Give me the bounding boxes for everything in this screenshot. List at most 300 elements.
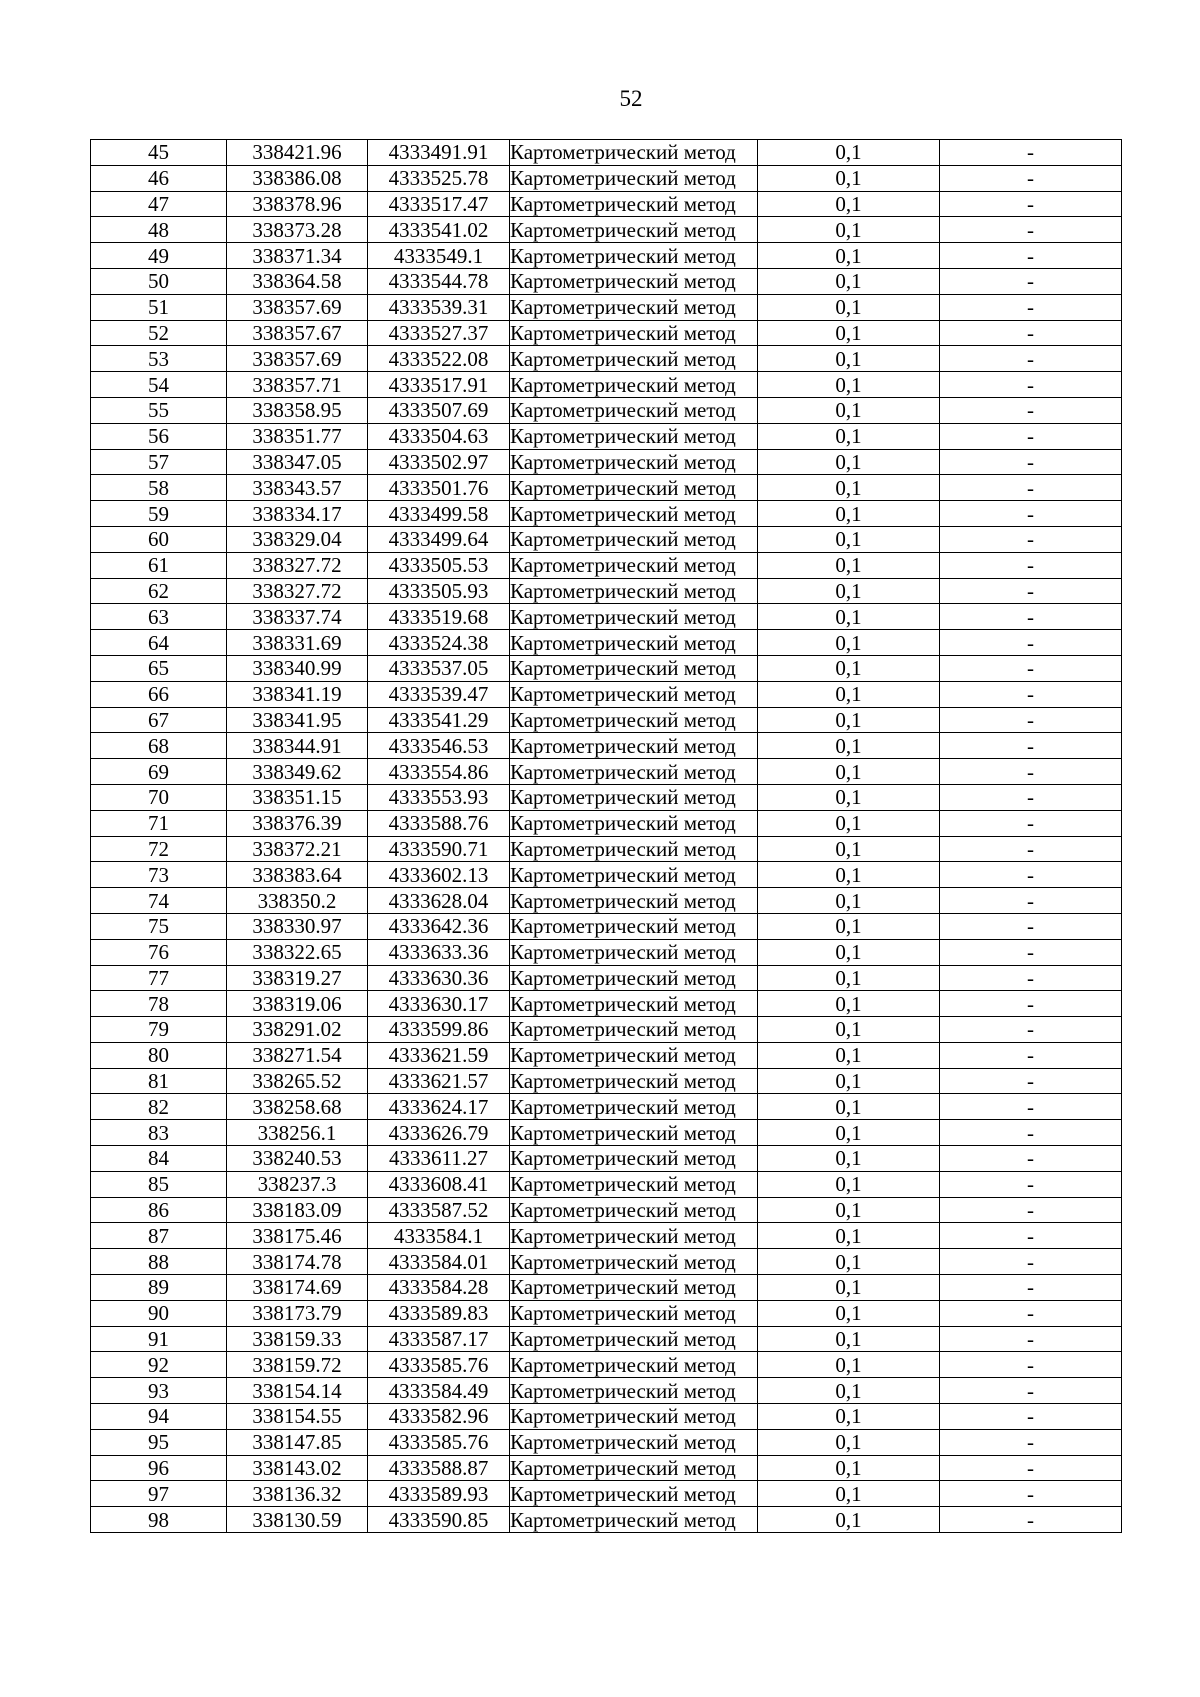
method-cell: Картометрический метод [510, 475, 758, 501]
accuracy-cell: 0,1 [758, 604, 940, 630]
table-row [91, 1352, 1122, 1378]
y-coordinate-cell: 4333584.1 [368, 1223, 510, 1249]
x-coordinate-cell: 338351.15 [227, 784, 368, 810]
x-coordinate-cell: 338376.39 [227, 810, 368, 836]
page-number: 52 [619, 86, 643, 111]
accuracy-cell: 0,1 [758, 191, 940, 217]
method-cell: Картометрический метод [510, 1042, 758, 1068]
note-cell: - [940, 939, 1122, 965]
method-cell: Картометрический метод [510, 552, 758, 578]
accuracy-cell: 0,1 [758, 1481, 940, 1507]
accuracy-cell: 0,1 [758, 1017, 940, 1043]
accuracy-cell: 0,1 [758, 1146, 940, 1172]
x-coordinate-cell: 338347.05 [227, 449, 368, 475]
method-cell: Картометрический метод [510, 140, 758, 166]
table-row [91, 475, 1122, 501]
method-cell: Картометрический метод [510, 836, 758, 862]
point-number-cell: 85 [91, 1171, 227, 1197]
table-row [91, 1120, 1122, 1146]
note-cell: - [940, 1507, 1122, 1533]
point-number-cell: 92 [91, 1352, 227, 1378]
note-cell: - [940, 1249, 1122, 1275]
point-number-cell: 89 [91, 1275, 227, 1301]
method-cell: Картометрический метод [510, 1146, 758, 1172]
x-coordinate-cell: 338343.57 [227, 475, 368, 501]
accuracy-cell: 0,1 [758, 346, 940, 372]
note-cell: - [940, 1429, 1122, 1455]
method-cell: Картометрический метод [510, 1068, 758, 1094]
x-coordinate-cell: 338350.2 [227, 888, 368, 914]
x-coordinate-cell: 338154.14 [227, 1378, 368, 1404]
note-cell: - [940, 1300, 1122, 1326]
point-number-cell: 68 [91, 733, 227, 759]
y-coordinate-cell: 4333633.36 [368, 939, 510, 965]
table-row [91, 501, 1122, 527]
note-cell: - [940, 140, 1122, 166]
method-cell: Картометрический метод [510, 1120, 758, 1146]
y-coordinate-cell: 4333505.53 [368, 552, 510, 578]
x-coordinate-cell: 338174.69 [227, 1275, 368, 1301]
accuracy-cell: 0,1 [758, 1352, 940, 1378]
y-coordinate-cell: 4333502.97 [368, 449, 510, 475]
x-coordinate-cell: 338143.02 [227, 1455, 368, 1481]
point-number-cell: 91 [91, 1326, 227, 1352]
method-cell: Картометрический метод [510, 1507, 758, 1533]
table-row [91, 707, 1122, 733]
method-cell: Картометрический метод [510, 991, 758, 1017]
accuracy-cell: 0,1 [758, 810, 940, 836]
accuracy-cell: 0,1 [758, 1429, 940, 1455]
accuracy-cell: 0,1 [758, 1249, 940, 1275]
accuracy-cell: 0,1 [758, 965, 940, 991]
point-number-cell: 60 [91, 526, 227, 552]
method-cell: Картометрический метод [510, 1094, 758, 1120]
method-cell: Картометрический метод [510, 1326, 758, 1352]
point-number-cell: 65 [91, 655, 227, 681]
note-cell: - [940, 526, 1122, 552]
accuracy-cell: 0,1 [758, 733, 940, 759]
y-coordinate-cell: 4333599.86 [368, 1017, 510, 1043]
method-cell: Картометрический метод [510, 397, 758, 423]
method-cell: Картометрический метод [510, 1378, 758, 1404]
table-row [91, 1223, 1122, 1249]
x-coordinate-cell: 338344.91 [227, 733, 368, 759]
table-row [91, 1094, 1122, 1120]
note-cell: - [940, 733, 1122, 759]
note-cell: - [940, 862, 1122, 888]
table-row [91, 294, 1122, 320]
method-cell: Картометрический метод [510, 372, 758, 398]
accuracy-cell: 0,1 [758, 888, 940, 914]
x-coordinate-cell: 338173.79 [227, 1300, 368, 1326]
method-cell: Картометрический метод [510, 888, 758, 914]
table-row [91, 913, 1122, 939]
x-coordinate-cell: 338340.99 [227, 655, 368, 681]
note-cell: - [940, 475, 1122, 501]
point-number-cell: 57 [91, 449, 227, 475]
y-coordinate-cell: 4333611.27 [368, 1146, 510, 1172]
table-row [91, 1275, 1122, 1301]
table-row [91, 1326, 1122, 1352]
table-row [91, 423, 1122, 449]
y-coordinate-cell: 4333590.85 [368, 1507, 510, 1533]
method-cell: Картометрический метод [510, 578, 758, 604]
point-number-cell: 96 [91, 1455, 227, 1481]
point-number-cell: 52 [91, 320, 227, 346]
accuracy-cell: 0,1 [758, 501, 940, 527]
y-coordinate-cell: 4333584.28 [368, 1275, 510, 1301]
note-cell: - [940, 965, 1122, 991]
x-coordinate-cell: 338175.46 [227, 1223, 368, 1249]
y-coordinate-cell: 4333626.79 [368, 1120, 510, 1146]
note-cell: - [940, 655, 1122, 681]
y-coordinate-cell: 4333602.13 [368, 862, 510, 888]
x-coordinate-cell: 338331.69 [227, 630, 368, 656]
method-cell: Картометрический метод [510, 268, 758, 294]
note-cell: - [940, 1197, 1122, 1223]
point-number-cell: 70 [91, 784, 227, 810]
x-coordinate-cell: 338147.85 [227, 1429, 368, 1455]
table-row [91, 1197, 1122, 1223]
accuracy-cell: 0,1 [758, 1197, 940, 1223]
table-row [91, 655, 1122, 681]
table-row [91, 1455, 1122, 1481]
method-cell: Картометрический метод [510, 733, 758, 759]
y-coordinate-cell: 4333587.52 [368, 1197, 510, 1223]
method-cell: Картометрический метод [510, 1197, 758, 1223]
note-cell: - [940, 681, 1122, 707]
accuracy-cell: 0,1 [758, 630, 940, 656]
y-coordinate-cell: 4333630.36 [368, 965, 510, 991]
method-cell: Картометрический метод [510, 1300, 758, 1326]
y-coordinate-cell: 4333590.71 [368, 836, 510, 862]
method-cell: Картометрический метод [510, 294, 758, 320]
point-number-cell: 98 [91, 1507, 227, 1533]
x-coordinate-cell: 338372.21 [227, 836, 368, 862]
note-cell: - [940, 836, 1122, 862]
method-cell: Картометрический метод [510, 759, 758, 785]
y-coordinate-cell: 4333499.58 [368, 501, 510, 527]
x-coordinate-cell: 338159.72 [227, 1352, 368, 1378]
x-coordinate-cell: 338256.1 [227, 1120, 368, 1146]
y-coordinate-cell: 4333539.47 [368, 681, 510, 707]
table-row [91, 1068, 1122, 1094]
note-cell: - [940, 191, 1122, 217]
table-row [91, 1429, 1122, 1455]
table-row [91, 1507, 1122, 1533]
table-row [91, 810, 1122, 836]
y-coordinate-cell: 4333642.36 [368, 913, 510, 939]
accuracy-cell: 0,1 [758, 759, 940, 785]
method-cell: Картометрический метод [510, 604, 758, 630]
method-cell: Картометрический метод [510, 1171, 758, 1197]
accuracy-cell: 0,1 [758, 423, 940, 449]
y-coordinate-cell: 4333537.05 [368, 655, 510, 681]
note-cell: - [940, 707, 1122, 733]
accuracy-cell: 0,1 [758, 1404, 940, 1430]
accuracy-cell: 0,1 [758, 449, 940, 475]
x-coordinate-cell: 338330.97 [227, 913, 368, 939]
x-coordinate-cell: 338130.59 [227, 1507, 368, 1533]
note-cell: - [940, 397, 1122, 423]
accuracy-cell: 0,1 [758, 140, 940, 166]
table-row [91, 759, 1122, 785]
x-coordinate-cell: 338240.53 [227, 1146, 368, 1172]
note-cell: - [940, 991, 1122, 1017]
y-coordinate-cell: 4333505.93 [368, 578, 510, 604]
y-coordinate-cell: 4333588.87 [368, 1455, 510, 1481]
method-cell: Картометрический метод [510, 939, 758, 965]
accuracy-cell: 0,1 [758, 681, 940, 707]
point-number-cell: 53 [91, 346, 227, 372]
method-cell: Картометрический метод [510, 655, 758, 681]
x-coordinate-cell: 338271.54 [227, 1042, 368, 1068]
point-number-cell: 81 [91, 1068, 227, 1094]
method-cell: Картометрический метод [510, 1455, 758, 1481]
note-cell: - [940, 784, 1122, 810]
method-cell: Картометрический метод [510, 707, 758, 733]
accuracy-cell: 0,1 [758, 939, 940, 965]
accuracy-cell: 0,1 [758, 913, 940, 939]
point-number-cell: 95 [91, 1429, 227, 1455]
point-number-cell: 90 [91, 1300, 227, 1326]
y-coordinate-cell: 4333621.59 [368, 1042, 510, 1068]
y-coordinate-cell: 4333588.76 [368, 810, 510, 836]
point-number-cell: 84 [91, 1146, 227, 1172]
accuracy-cell: 0,1 [758, 862, 940, 888]
method-cell: Картометрический метод [510, 1223, 758, 1249]
method-cell: Картометрический метод [510, 1017, 758, 1043]
note-cell: - [940, 294, 1122, 320]
x-coordinate-cell: 338371.34 [227, 243, 368, 269]
note-cell: - [940, 1042, 1122, 1068]
point-number-cell: 97 [91, 1481, 227, 1507]
note-cell: - [940, 165, 1122, 191]
point-number-cell: 59 [91, 501, 227, 527]
point-number-cell: 79 [91, 1017, 227, 1043]
point-number-cell: 62 [91, 578, 227, 604]
y-coordinate-cell: 4333587.17 [368, 1326, 510, 1352]
table-row [91, 1042, 1122, 1068]
accuracy-cell: 0,1 [758, 165, 940, 191]
point-number-cell: 82 [91, 1094, 227, 1120]
point-number-cell: 61 [91, 552, 227, 578]
x-coordinate-cell: 338237.3 [227, 1171, 368, 1197]
y-coordinate-cell: 4333584.49 [368, 1378, 510, 1404]
y-coordinate-cell: 4333585.76 [368, 1352, 510, 1378]
method-cell: Картометрический метод [510, 501, 758, 527]
note-cell: - [940, 1120, 1122, 1146]
table-row [91, 991, 1122, 1017]
accuracy-cell: 0,1 [758, 578, 940, 604]
x-coordinate-cell: 338373.28 [227, 217, 368, 243]
x-coordinate-cell: 338154.55 [227, 1404, 368, 1430]
note-cell: - [940, 1068, 1122, 1094]
table-row [91, 140, 1122, 166]
x-coordinate-cell: 338351.77 [227, 423, 368, 449]
x-coordinate-cell: 338319.06 [227, 991, 368, 1017]
note-cell: - [940, 268, 1122, 294]
table-row [91, 1249, 1122, 1275]
point-number-cell: 73 [91, 862, 227, 888]
point-number-cell: 75 [91, 913, 227, 939]
point-number-cell: 80 [91, 1042, 227, 1068]
accuracy-cell: 0,1 [758, 784, 940, 810]
method-cell: Картометрический метод [510, 1404, 758, 1430]
x-coordinate-cell: 338357.71 [227, 372, 368, 398]
accuracy-cell: 0,1 [758, 1455, 940, 1481]
method-cell: Картометрический метод [510, 1275, 758, 1301]
accuracy-cell: 0,1 [758, 320, 940, 346]
y-coordinate-cell: 4333544.78 [368, 268, 510, 294]
point-number-cell: 67 [91, 707, 227, 733]
point-number-cell: 49 [91, 243, 227, 269]
x-coordinate-cell: 338258.68 [227, 1094, 368, 1120]
accuracy-cell: 0,1 [758, 1068, 940, 1094]
x-coordinate-cell: 338386.08 [227, 165, 368, 191]
table-row [91, 217, 1122, 243]
y-coordinate-cell: 4333630.17 [368, 991, 510, 1017]
point-number-cell: 55 [91, 397, 227, 423]
note-cell: - [940, 552, 1122, 578]
note-cell: - [940, 1275, 1122, 1301]
note-cell: - [940, 630, 1122, 656]
point-number-cell: 64 [91, 630, 227, 656]
y-coordinate-cell: 4333624.17 [368, 1094, 510, 1120]
table-row [91, 733, 1122, 759]
method-cell: Картометрический метод [510, 217, 758, 243]
point-number-cell: 76 [91, 939, 227, 965]
method-cell: Картометрический метод [510, 243, 758, 269]
method-cell: Картометрический метод [510, 423, 758, 449]
x-coordinate-cell: 338136.32 [227, 1481, 368, 1507]
accuracy-cell: 0,1 [758, 1120, 940, 1146]
point-number-cell: 88 [91, 1249, 227, 1275]
accuracy-cell: 0,1 [758, 1223, 940, 1249]
note-cell: - [940, 578, 1122, 604]
method-cell: Картометрический метод [510, 862, 758, 888]
point-number-cell: 71 [91, 810, 227, 836]
table-row [91, 862, 1122, 888]
note-cell: - [940, 1326, 1122, 1352]
point-number-cell: 87 [91, 1223, 227, 1249]
y-coordinate-cell: 4333499.64 [368, 526, 510, 552]
table-row [91, 578, 1122, 604]
x-coordinate-cell: 338421.96 [227, 140, 368, 166]
table-row [91, 346, 1122, 372]
note-cell: - [940, 1094, 1122, 1120]
accuracy-cell: 0,1 [758, 655, 940, 681]
accuracy-cell: 0,1 [758, 1378, 940, 1404]
x-coordinate-cell: 338341.19 [227, 681, 368, 707]
note-cell: - [940, 423, 1122, 449]
accuracy-cell: 0,1 [758, 1171, 940, 1197]
accuracy-cell: 0,1 [758, 217, 940, 243]
note-cell: - [940, 217, 1122, 243]
y-coordinate-cell: 4333549.1 [368, 243, 510, 269]
table-row [91, 1146, 1122, 1172]
table-row [91, 449, 1122, 475]
table-row [91, 191, 1122, 217]
y-coordinate-cell: 4333517.91 [368, 372, 510, 398]
table-row [91, 1481, 1122, 1507]
note-cell: - [940, 1146, 1122, 1172]
x-coordinate-cell: 338319.27 [227, 965, 368, 991]
note-cell: - [940, 1404, 1122, 1430]
accuracy-cell: 0,1 [758, 552, 940, 578]
coordinates-table-body [91, 140, 1122, 1533]
point-number-cell: 69 [91, 759, 227, 785]
method-cell: Картометрический метод [510, 320, 758, 346]
x-coordinate-cell: 338337.74 [227, 604, 368, 630]
method-cell: Картометрический метод [510, 1429, 758, 1455]
method-cell: Картометрический метод [510, 165, 758, 191]
table-row [91, 1378, 1122, 1404]
accuracy-cell: 0,1 [758, 526, 940, 552]
note-cell: - [940, 1352, 1122, 1378]
table-row [91, 939, 1122, 965]
y-coordinate-cell: 4333585.76 [368, 1429, 510, 1455]
point-number-cell: 63 [91, 604, 227, 630]
x-coordinate-cell: 338327.72 [227, 578, 368, 604]
table-row [91, 965, 1122, 991]
x-coordinate-cell: 338183.09 [227, 1197, 368, 1223]
x-coordinate-cell: 338357.67 [227, 320, 368, 346]
table-row [91, 526, 1122, 552]
accuracy-cell: 0,1 [758, 836, 940, 862]
accuracy-cell: 0,1 [758, 991, 940, 1017]
y-coordinate-cell: 4333524.38 [368, 630, 510, 656]
y-coordinate-cell: 4333553.93 [368, 784, 510, 810]
note-cell: - [940, 1017, 1122, 1043]
note-cell: - [940, 1223, 1122, 1249]
y-coordinate-cell: 4333522.08 [368, 346, 510, 372]
y-coordinate-cell: 4333539.31 [368, 294, 510, 320]
method-cell: Картометрический метод [510, 1352, 758, 1378]
point-number-cell: 50 [91, 268, 227, 294]
accuracy-cell: 0,1 [758, 243, 940, 269]
accuracy-cell: 0,1 [758, 1042, 940, 1068]
accuracy-cell: 0,1 [758, 1300, 940, 1326]
method-cell: Картометрический метод [510, 449, 758, 475]
method-cell: Картометрический метод [510, 526, 758, 552]
y-coordinate-cell: 4333527.37 [368, 320, 510, 346]
y-coordinate-cell: 4333541.02 [368, 217, 510, 243]
accuracy-cell: 0,1 [758, 707, 940, 733]
method-cell: Картометрический метод [510, 810, 758, 836]
point-number-cell: 93 [91, 1378, 227, 1404]
y-coordinate-cell: 4333501.76 [368, 475, 510, 501]
x-coordinate-cell: 338349.62 [227, 759, 368, 785]
point-number-cell: 74 [91, 888, 227, 914]
y-coordinate-cell: 4333584.01 [368, 1249, 510, 1275]
note-cell: - [940, 604, 1122, 630]
point-number-cell: 47 [91, 191, 227, 217]
x-coordinate-cell: 338383.64 [227, 862, 368, 888]
method-cell: Картометрический метод [510, 1481, 758, 1507]
x-coordinate-cell: 338364.58 [227, 268, 368, 294]
y-coordinate-cell: 4333519.68 [368, 604, 510, 630]
x-coordinate-cell: 338265.52 [227, 1068, 368, 1094]
note-cell: - [940, 810, 1122, 836]
note-cell: - [940, 372, 1122, 398]
point-number-cell: 94 [91, 1404, 227, 1430]
table-row [91, 1017, 1122, 1043]
note-cell: - [940, 1481, 1122, 1507]
y-coordinate-cell: 4333504.63 [368, 423, 510, 449]
y-coordinate-cell: 4333608.41 [368, 1171, 510, 1197]
y-coordinate-cell: 4333589.83 [368, 1300, 510, 1326]
